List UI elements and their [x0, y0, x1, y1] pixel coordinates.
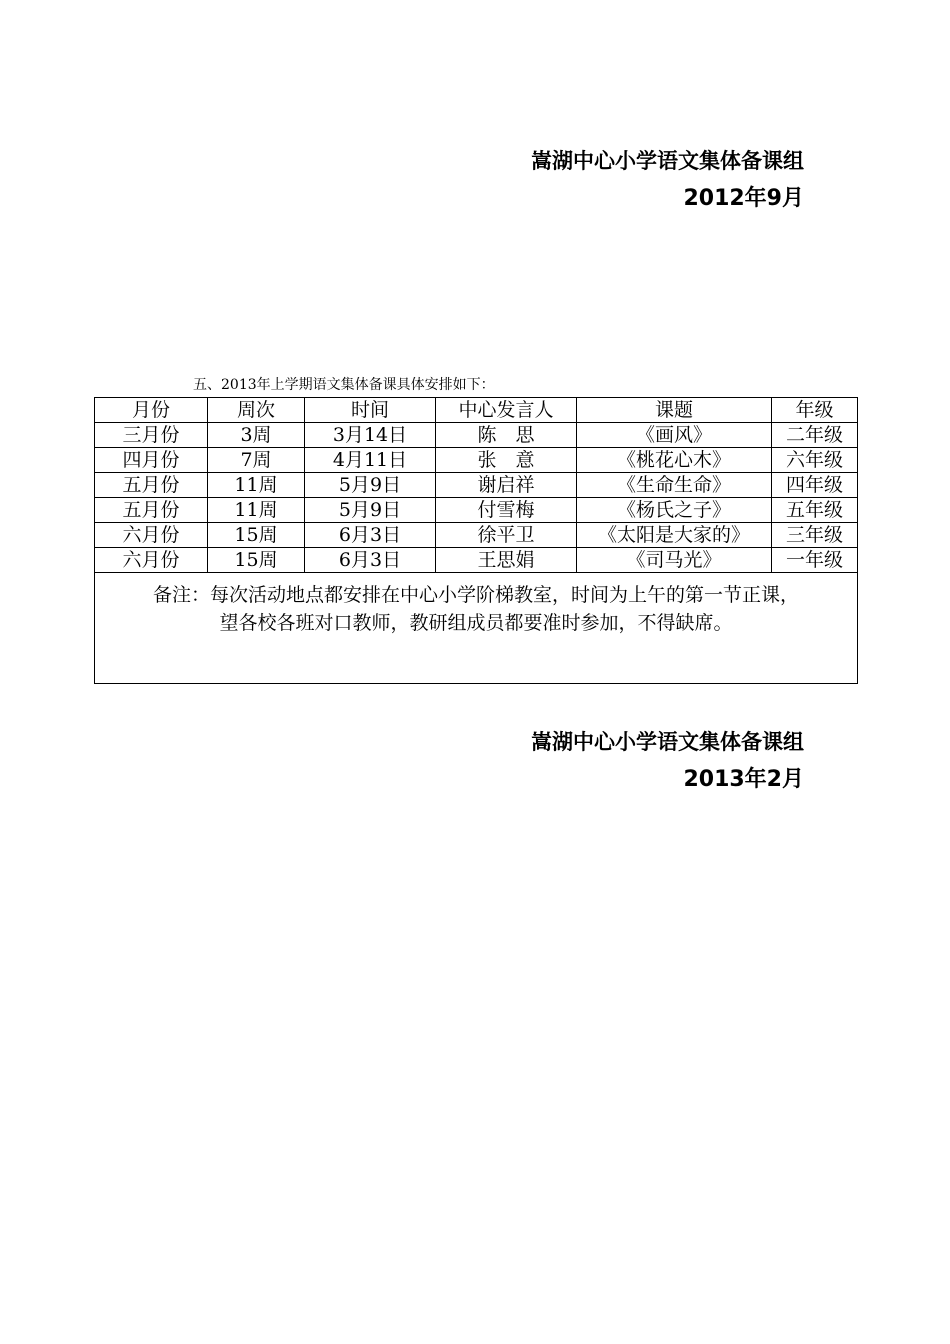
table-note-row: [95, 573, 858, 684]
cell-grade: 六年级: [772, 448, 858, 473]
signature-date: 2013年2月: [683, 767, 804, 792]
schedule-table: [94, 397, 858, 684]
header-time: 时间: [305, 398, 436, 423]
cell-month: 六月份: [95, 548, 208, 573]
cell-time: 6月3日: [305, 523, 436, 548]
table-row: [95, 448, 858, 473]
cell-grade: 一年级: [772, 548, 858, 573]
cell-month: 五月份: [95, 498, 208, 523]
cell-grade: 五年级: [772, 498, 858, 523]
cell-month: 三月份: [95, 423, 208, 448]
table-row: [95, 473, 858, 498]
cell-week: 15周: [208, 548, 305, 573]
signature-block-2013: [531, 727, 804, 795]
table-row: [95, 498, 858, 523]
cell-topic: 《画风》: [577, 423, 772, 448]
signature-date: 2012年9月: [683, 186, 804, 211]
signature-block-2012: [531, 146, 804, 214]
cell-topic: 《桃花心木》: [577, 448, 772, 473]
cell-grade: 三年级: [772, 523, 858, 548]
signature-org: 嵩湖中心小学语文集体备课组: [531, 730, 804, 754]
cell-grade: 四年级: [772, 473, 858, 498]
note-cell: [95, 573, 858, 684]
cell-time: 4月11日: [305, 448, 436, 473]
cell-month: 五月份: [95, 473, 208, 498]
cell-month: 六月份: [95, 523, 208, 548]
cell-month: 四月份: [95, 448, 208, 473]
header-grade: 年级: [772, 398, 858, 423]
header-month: 月份: [95, 398, 208, 423]
cell-topic: 《生命生命》: [577, 473, 772, 498]
header-week: 周次: [208, 398, 305, 423]
cell-speaker: 付雪梅: [436, 498, 577, 523]
note-line: 备注：每次活动地点都安排在中心小学阶梯教室，时间为上午的第一节正课，: [152, 584, 799, 606]
note-line: 望各校各班对口教师，教研组成员都要准时参加，不得缺席。: [219, 612, 733, 634]
cell-speaker: 谢启祥: [436, 473, 577, 498]
table-row: [95, 523, 858, 548]
cell-time: 6月3日: [305, 548, 436, 573]
cell-speaker: 王思娟: [436, 548, 577, 573]
header-speaker: 中心发言人: [436, 398, 577, 423]
cell-week: 3周: [208, 423, 305, 448]
cell-topic: 《司马光》: [577, 548, 772, 573]
cell-speaker: 陈 思: [436, 423, 577, 448]
cell-time: 5月9日: [305, 473, 436, 498]
table-row: [95, 423, 858, 448]
cell-grade: 二年级: [772, 423, 858, 448]
table-header-row: [95, 398, 858, 423]
signature-org: 嵩湖中心小学语文集体备课组: [531, 149, 804, 173]
cell-speaker: 徐平卫: [436, 523, 577, 548]
cell-week: 11周: [208, 498, 305, 523]
cell-week: 11周: [208, 473, 305, 498]
table-row: [95, 548, 858, 573]
cell-topic: 《太阳是大家的》: [577, 523, 772, 548]
schedule-intro: 五、2013年上学期语文集体备课具体安排如下：: [193, 377, 495, 393]
cell-topic: 《杨氏之子》: [577, 498, 772, 523]
cell-time: 5月9日: [305, 498, 436, 523]
header-topic: 课题: [577, 398, 772, 423]
cell-speaker: 张 意: [436, 448, 577, 473]
cell-week: 15周: [208, 523, 305, 548]
cell-time: 3月14日: [305, 423, 436, 448]
cell-week: 7周: [208, 448, 305, 473]
